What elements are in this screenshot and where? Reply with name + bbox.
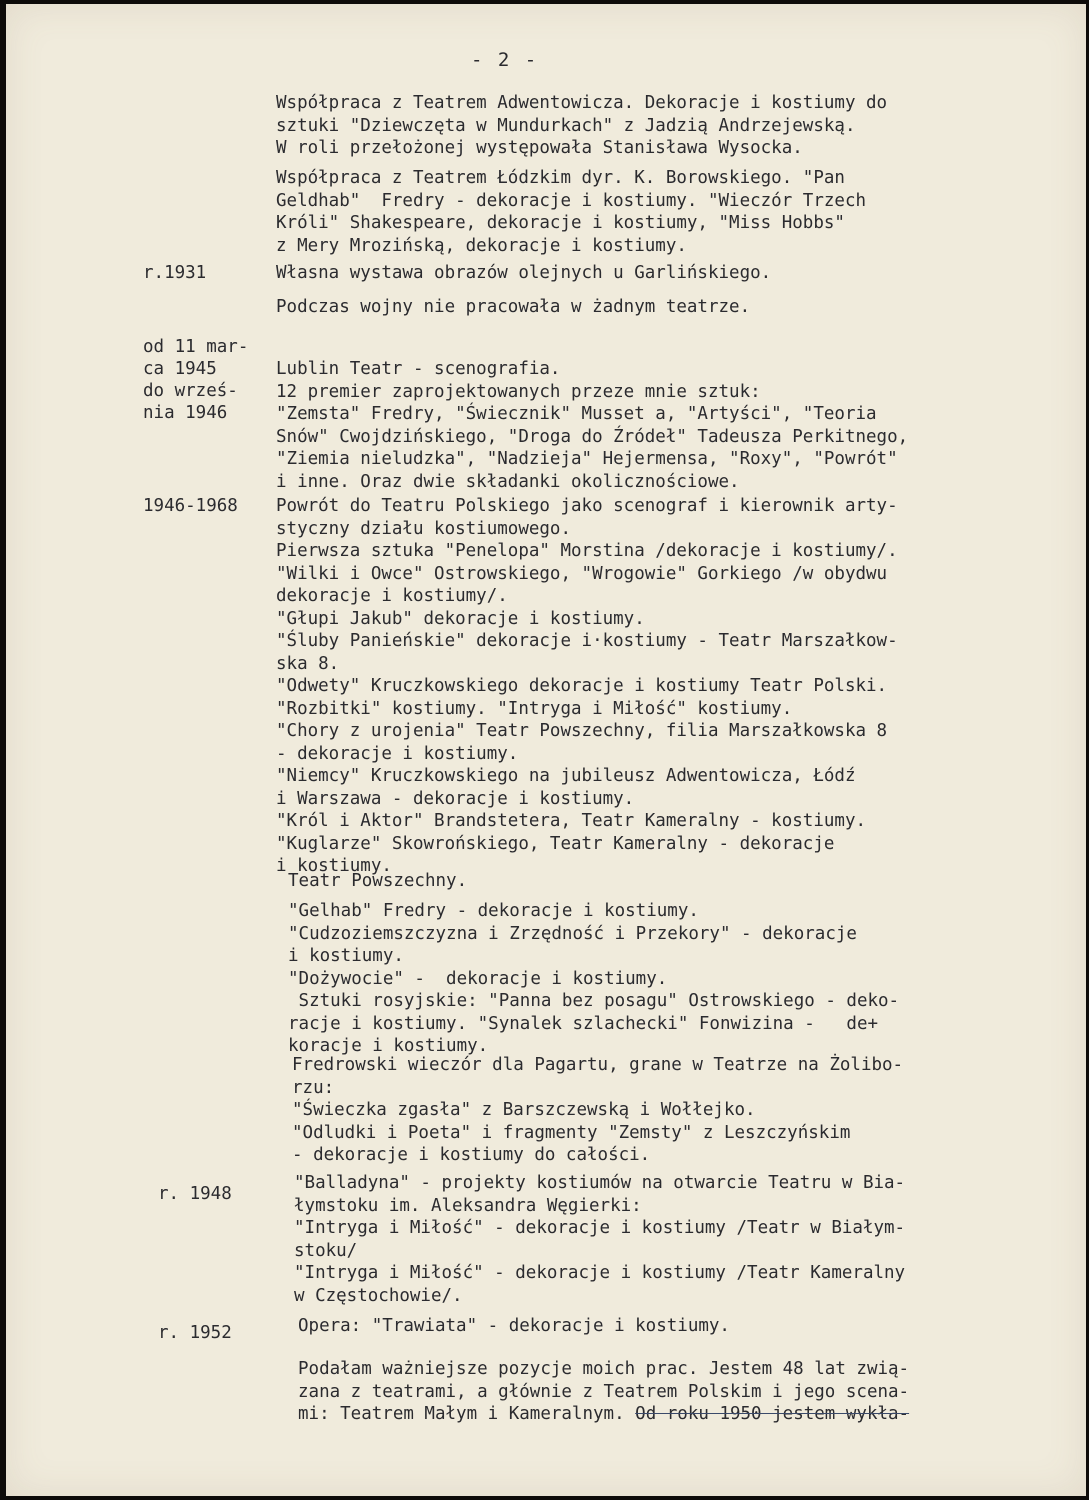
text-line: Współpraca z Teatrem Adwentowicza. Dekoracje i kostiumy do [276,93,888,113]
text-line: styczny działu kostiumowego. [276,518,572,539]
text-line: Podczas wojny nie pracowała w żadnym teatrze. [276,297,751,317]
text-line: Snów" Cwojdzińskiego, "Droga do Źródeł" Tadeusza Perkitnego, [276,426,909,447]
text-line: w Częstochowie/. [294,1285,463,1306]
paragraph-bialystok [294,1172,1089,1307]
text-line: sztuki "Dziewczęta w Mundurkach" z Jadzią Andrzejewską. [276,115,856,136]
date-1945-line3: do wrześ- [143,381,238,401]
date-1952: r. 1952 [158,1323,232,1343]
text-line: Powrót do Teatru Polskiego jako scenograf i kierownik arty- [276,496,898,516]
text-line: "Głupi Jakub" dekoracje i kostiumy. [276,608,645,629]
text-line: - dekoracje i kostiumy. [276,743,519,764]
text-line: Opera: "Trawiata" - dekoracje i kostiumy. [298,1316,730,1336]
text-line: i inne. Oraz dwie składanki okolicznościowe. [276,471,740,492]
date-1945-line1: od 11 mar- [143,337,249,357]
text-line: 12 premier zaprojektowanych przeze mnie sztuk: [276,381,761,402]
text-line: Teatr Powszechny. [288,871,468,891]
paragraph-teatr-polski [276,495,1076,878]
text-line-segment: mi: Teatrem Małym i Kameralnym. [298,1404,636,1424]
text-line: "Kuglarze" Skowrońskiego, Teatr Kameralny - dekoracje [276,833,835,854]
struck-out-text: Od roku 1950 jestem wykła- [635,1404,910,1424]
paragraph-lublin [276,358,1076,493]
page-number: - 2 - [471,49,539,71]
text-line: "Intryga i Miłość" - dekoracje i kostiumy /Teatr Kameralny [294,1263,906,1283]
text-line: Lublin Teatr - scenografia. [276,359,561,379]
date-1946-1968: 1946-1968 [143,496,238,516]
paragraph-teatr-powszechny [288,870,1088,893]
text-line: z Mery Mrozińską, dekoracje i kostiumy. [276,235,687,256]
text-line: Sztuki rosyjskie: "Panna bez posagu" Ostrowskiego - deko- [288,991,900,1011]
text-line: "Zemsta" Fredry, "Świecznik" Musset a, "Artyści", "Teoria [276,404,877,424]
text-line: ska 8. [276,653,340,674]
paragraph-opera [298,1315,1089,1338]
text-line: dekoracje i kostiumy/. [276,586,508,606]
paragraph-closing [298,1358,1089,1426]
text-line: "Odludki i Poeta" i fragmenty "Zemsty" z Leszczyńskim [292,1122,851,1143]
text-line: racje i kostiumy. "Synalek szlachecki" Fonwizina - de+ [288,1013,879,1034]
paragraph-adwentowicz [276,92,1076,160]
text-line: - dekoracje i kostiumy do całości. [292,1145,651,1165]
text-line: "Śluby Panieńskie" dekoracje i·kostiumy - Teatr Marszałkow- [276,631,898,651]
text-line: i kostiumy. [288,946,404,966]
text-line: Pierwsza sztuka "Penelopa" Morstina /dekoracje i kostiumy/. [276,541,898,561]
text-line: i Warszawa - dekoracje i kostiumy. [276,788,635,809]
text-line: "Balladyna" - projekty kostiumów na otwarcie Teatru w Bia- [294,1173,906,1193]
date-1948: r. 1948 [158,1184,232,1204]
paragraph-pagart [292,1054,1089,1167]
text-line: "Dożywocie" - dekoracje i kostiumy. [288,968,668,989]
text-line: "Chory z urojenia" Teatr Powszechny, filia Marszałkowska 8 [276,721,888,741]
text-line [298,1403,1089,1426]
text-line: stoku/ [294,1240,358,1261]
text-line: "Ziemia nieludzka", "Nadzieja" Hejermensa, "Roxy", "Powrót" [276,449,898,469]
text-line: "Cudzoziemszczyzna i Zrzędność i Przekory" - dekoracje [288,923,857,944]
text-line: "Niemcy" Kruczkowskiego na jubileusz Adwentowicza, Łódź [276,766,856,786]
text-line: Fredrowski wieczór dla Pagartu, grane w Teatrze na Żolibo- [292,1055,904,1075]
paragraph-powszechny-list [288,900,1088,1058]
text-line: Współpraca z Teatrem Łódzkim dyr. K. Borowskiego. "Pan [276,168,845,188]
text-line: Geldhab" Fredry - dekoracje i kostiumy. "Wieczór Trzech [276,190,867,211]
paragraph-wojna [276,296,1076,319]
date-1945-line2: ca 1945 [143,359,217,379]
date-1931: r.1931 [143,263,207,283]
paragraph-teatr-lodzki [276,167,1076,257]
text-line: rzu: [292,1077,335,1098]
text-line: "Rozbitki" kostiumy. "Intryga i Miłość" kostiumy. [276,698,793,719]
text-line: Króli" Shakespeare, dekoracje i kostiumy, "Miss Hobbs" [276,213,845,233]
paragraph-wystawa [276,262,1076,285]
text-line: Własna wystawa obrazów olejnych u Garlińskiego. [276,263,772,283]
text-line: "Odwety" Kruczkowskiego dekoracje i kostiumy Teatr Polski. [276,676,888,696]
date-1945-line4: nia 1946 [143,403,228,423]
text-line: koracje i kostiumy. [288,1036,489,1056]
document-page [6,4,1086,1496]
text-line: "Gelhab" Fredry - dekoracje i kostiumy. [288,901,699,921]
text-line: "Intryga i Miłość" - dekoracje i kostiumy /Teatr w Białym- [294,1218,906,1238]
text-line: "Świeczka zgasła" z Barszczewską i Wołłejko. [292,1100,756,1120]
text-line: łymstoku im. Aleksandra Węgierki: [294,1195,642,1216]
text-line: Podałam ważniejsze pozycje moich prac. Jestem 48 lat zwią- [298,1359,910,1379]
text-line: zana z teatrami, a głównie z Teatrem Polskim i jego scena- [298,1381,910,1402]
text-line: "Król i Aktor" Brandstetera, Teatr Kameralny - kostiumy. [276,811,867,831]
text-line: "Wilki i Owce" Ostrowskiego, "Wrogowie" Gorkiego /w obydwu [276,563,888,584]
text-line: W roli przełożonej występowała Stanisława Wysocka. [276,138,803,158]
text-line: i kostiumy. [276,856,392,876]
